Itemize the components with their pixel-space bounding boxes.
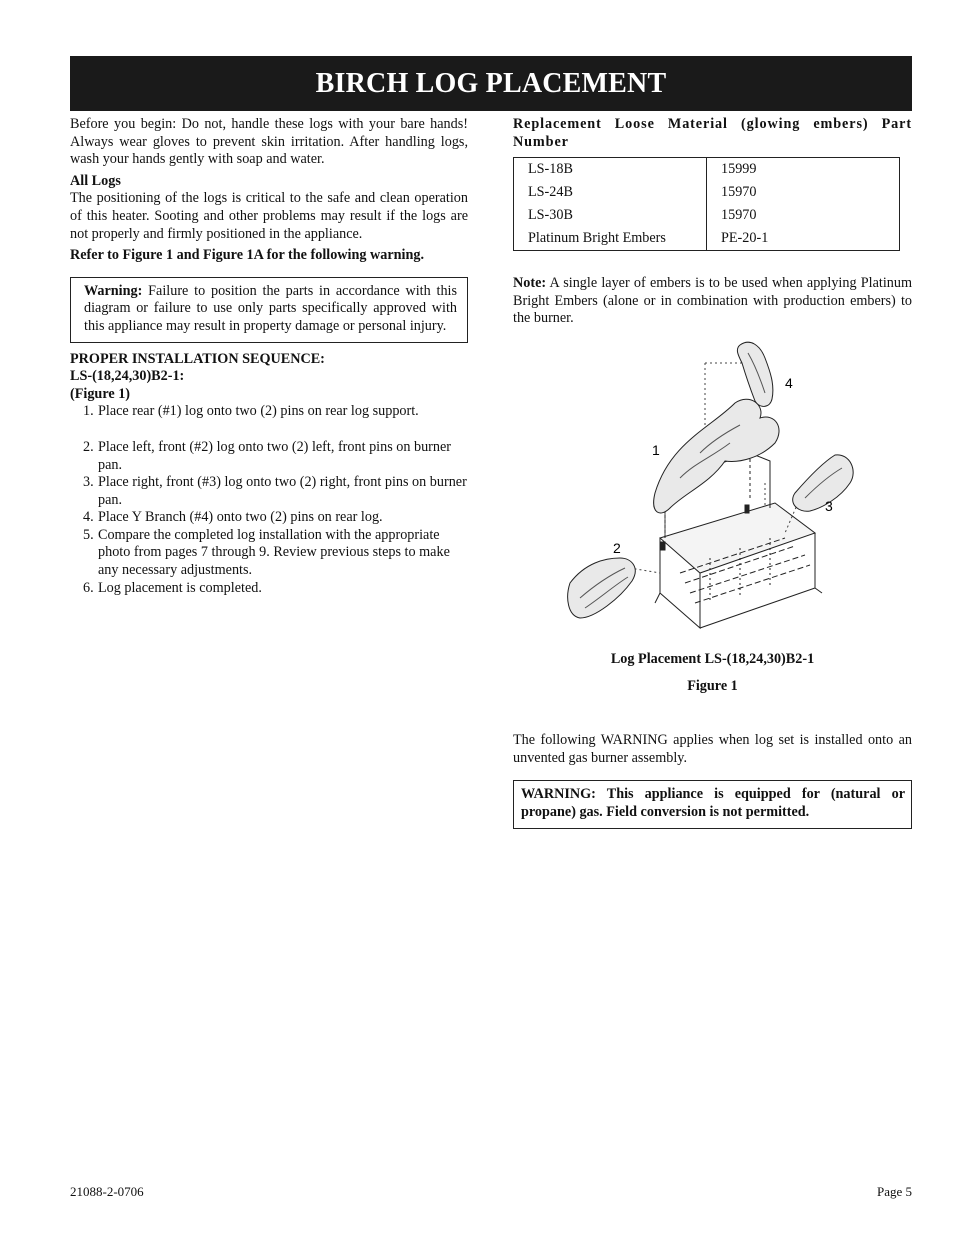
page-number: Page 5 <box>876 1184 912 1199</box>
step-item <box>70 474 468 509</box>
step-number: 3. <box>83 474 94 491</box>
warning-box <box>70 277 468 343</box>
refer-text: Refer to Figure 1 and Figure 1A for the following warning. <box>70 247 425 264</box>
table-cell-model: Platinum Bright Embers <box>514 227 707 251</box>
figure-label-4: 4 <box>785 375 793 391</box>
sequence-heading-line3: (Figure 1) <box>70 385 131 402</box>
step-text: Place rear (#1) log onto two (2) pins on rear log support. <box>98 403 419 420</box>
step-text: Place left, front (#2) log onto two (2) left, front pins on burner pan. <box>98 438 452 473</box>
table-cell-part: 15999 <box>721 160 757 177</box>
table-row <box>514 158 900 182</box>
step-number: 2. <box>83 438 94 455</box>
step-item <box>70 439 468 474</box>
sequence-heading-line1: PROPER INSTALLATION SEQUENCE: <box>70 350 325 367</box>
left-column <box>70 116 468 597</box>
right-column <box>513 116 912 328</box>
table-row <box>514 181 900 204</box>
step-item <box>70 509 468 527</box>
log-placement-diagram <box>560 333 860 633</box>
step-text: Place Y Branch (#4) onto two (2) pins on rear log. <box>98 509 383 526</box>
step-text: Log placement is completed. <box>98 579 262 596</box>
step-number: 5. <box>83 526 94 543</box>
gas-warning-box: WARNING: This appliance is equipped for (natural or propane) gas. Field conversion is not permitted. <box>513 780 912 829</box>
table-cell-part: 15970 <box>721 206 757 223</box>
note-label: Note: <box>513 275 547 292</box>
figure-label-3: 3 <box>825 498 833 514</box>
step-item <box>70 580 468 598</box>
table-cell-part: PE-20-1 <box>721 229 769 246</box>
table-cell-part: 15970 <box>721 183 757 200</box>
step-item <box>70 403 468 421</box>
log-3-drawing <box>793 455 853 511</box>
step-number: 4. <box>83 509 94 526</box>
figure-caption-block <box>513 651 912 695</box>
figure-number: Figure 1 <box>687 677 738 694</box>
steps-list <box>70 403 468 597</box>
log-4-drawing <box>737 342 773 406</box>
intro-text: Before you begin: Do not, handle these logs with your bare hands! Always wear gloves to prevent skin irritation. After handling logs, wash your hands gently with soap and water. <box>70 116 468 168</box>
log-2-drawing <box>568 558 636 618</box>
warning-text: Failure to position the parts in accordance with this diagram or failure to use only parts specifically approved with this appliance may result in property damage or personal injury. <box>84 282 458 334</box>
sequence-heading <box>70 351 468 404</box>
table-cell-model: LS-18B <box>514 158 707 182</box>
figure-label-1: 1 <box>652 442 660 458</box>
table-cell-model: LS-24B <box>514 181 707 204</box>
all-logs-text: The positioning of the logs is critical to the safe and clean operation of this heater. Sooting and other problems may result if the logs are not properly and firmly positioned in the appliance. <box>70 190 468 242</box>
log-1-drawing <box>654 399 779 513</box>
step-text: Place right, front (#3) log onto two (2) right, front pins on burner pan. <box>98 474 467 508</box>
step-item <box>70 527 468 580</box>
table-row <box>514 227 900 251</box>
note-paragraph <box>513 275 912 328</box>
table-cell-model: LS-30B <box>514 204 707 227</box>
figure-caption: Log Placement LS-(18,24,30)B2-1 <box>610 651 815 667</box>
warning-label: Warning: <box>84 282 143 299</box>
parts-table <box>513 157 900 251</box>
all-logs-heading: All Logs <box>70 172 121 189</box>
sequence-heading-line2: LS-(18,24,30)B2-1: <box>70 368 185 385</box>
step-text: Compare the completed log installation with the appropriate photo from pages 7 through 9. Review previous steps to make any necessary adjustments. <box>98 526 450 579</box>
note-text: A single layer of embers is to be used when applying Platinum Bright Embers (alone or in combination with production embers) to the burner. <box>513 275 912 327</box>
replacement-heading: Replacement Loose Material (glowing embers) Part Number <box>513 116 912 150</box>
figure-label-2: 2 <box>613 540 621 556</box>
following-text: The following WARNING applies when log set is installed onto an unvented gas burner assembly. <box>513 732 912 766</box>
table-row <box>514 204 900 227</box>
step-number: 6. <box>83 579 94 596</box>
doc-number: 21088-2-0706 <box>70 1184 144 1199</box>
page-title: BIRCH LOG PLACEMENT <box>70 56 912 111</box>
right-lower-block <box>513 732 912 829</box>
step-number: 1. <box>83 403 94 420</box>
